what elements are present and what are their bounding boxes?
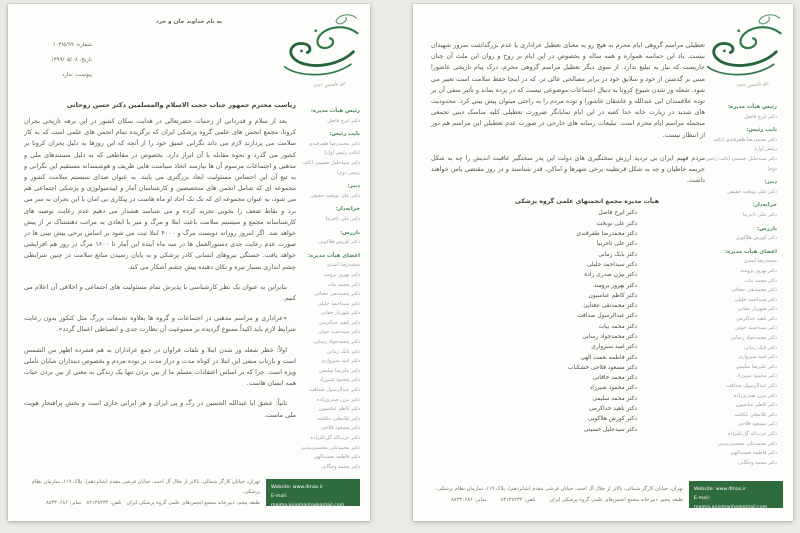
letter-paragraph: مردم فهیم ایران بی تردید ارزش سختگیری های دولت این پدر سختگیر عاقبت اندیش را چه به شکل جریمه خاطیان و چه به شکل قرنطینه برخی شهرها و اماکن، قدر شناسند و در روز مقتضی پاس خواهند داشت. (431, 153, 705, 185)
board-sidebar-entry: دکتر علی نوبخت حقیقی (727, 188, 777, 195)
signatory-name: دکتر علی نوبخت (596, 220, 637, 227)
board-sidebar-entry: دکتر کورش هلاکویی (735, 235, 777, 242)
signatory-name: دکتر فاطمه نعمت الهی (580, 354, 637, 361)
letter-attachment: پیوست: ندارد (61, 72, 92, 78)
board-sidebar-entry: دکتر محمدعلی محسنی‌بندپی (300, 444, 360, 451)
signatory-name: دکتر محمود شیرزاد (589, 385, 637, 392)
signatory-name: دکتر کاظم عباسیون (588, 292, 637, 299)
board-sidebar-entry: نایب رئیس: (746, 127, 777, 134)
board-sidebar-entry: دکتر بابک زمانی (326, 348, 360, 355)
board-sidebar-entry: دکتر محمد بیات (327, 281, 360, 288)
board-sidebar-entry: دکتر محمد وجگانی (738, 459, 777, 466)
board-sidebar-entry: دکتر علیرضا سلیمی (735, 363, 777, 370)
address-block (18, 477, 260, 509)
board-sidebar-entry: خزانه‌دار: (752, 202, 777, 209)
board-sidebar-entry: دکتر غلامعلی عکاشه (317, 415, 360, 422)
address-line-2: طبقه پنجم، دبیرخانه مجمع انجمن‌های علمی گروه پزشکی ایران تلفن: ۸۴۱۳۸۲۳۴ نمابر: ۸۸۳۳۰۶۸۶ (18, 498, 260, 509)
signatory-name: دکتر محمد بیات (598, 323, 637, 330)
board-sidebar-entry: دکتر کورش هلاکویی (318, 239, 360, 246)
board-sidebar-entry: دکتر مسعود فلاحی (320, 425, 360, 432)
signatory-name: دکتر کورش هلاکویی (587, 416, 637, 423)
board-sidebar-entry: رئیس هیأت مدیره: (727, 104, 777, 110)
board-sidebar-entry: دکتر ایرج فاضل (744, 113, 777, 120)
letter-paragraph: اولاً: خطر شعله ور شدن ابتلا و تلفات فراوان در جمع عزاداران به هم فشرده اظهر من الشمس است و بازتاب منفی این ابتلا در کوتاه مدت و دراز مدت بر توده مردم و بخصوص دینداران شایان تأملی ویژه است. چرا که بر اساس اعتقادات مسلم ما از بین بردن تنها یک زندگی به معنی از بین بردن حیات همه انسان هاست. (24, 345, 296, 388)
signatory-name: دکتر مسعود فلاحی خشکناب (567, 364, 637, 371)
board-sidebar-entry: دکتر عزت‌اله گل‌علیزاده (310, 435, 360, 441)
signatory-name: دکتر بیژن صدری زاده (584, 272, 637, 279)
letter-paragraph: بنابراین به عنوان یک نظر کارشناسی با پذیرش تمام مسئولیت های اجتماعی و اخلاقی آن اعلام می کنیم. (24, 282, 296, 303)
board-sidebar-entry: دکتر محمدرضا ظفرقندی (نائب رئیس اول) (308, 140, 360, 157)
signatory-name: دکتر ایرج فاضل (598, 210, 637, 217)
signatories-heading: هیأت مدیره مجمع انجمنهای علمی گروه پزشکی (514, 198, 659, 206)
board-sidebar-entry: دکتر محمدجواد رسایی (313, 339, 360, 346)
letter-paragraphs (24, 116, 296, 421)
letter-date: تاریخ: ۱۳۹۹/۰۵/۰۸ (50, 57, 92, 63)
board-sidebar-entry: دبیر: (764, 179, 777, 186)
signatory-name: دکتر سیدجلیل حسینی (583, 426, 637, 433)
phone: تلفن: ۸۴۱۳۸۲۳۴ (500, 496, 536, 503)
board-sidebar-entry: اعضای هیأت مدیره: (724, 248, 777, 255)
letterhead-footer (423, 481, 783, 508)
board-sidebar-entry: دکتر بیژن صدری‌زاده (733, 392, 777, 399)
letter-body (24, 101, 296, 430)
signatory-name: دکتر علی تاجرنیا (596, 241, 637, 248)
letter-page-2 (413, 4, 793, 521)
board-sidebar-entry: دکتر سیدحمید خوئی (318, 329, 360, 336)
website-line (271, 483, 355, 492)
signatory-name: دکتر محمدتقی جغتایی (583, 303, 637, 310)
board-sidebar-entry: دکتر مسعود فلاحی (737, 421, 777, 428)
board-sidebar (296, 103, 360, 472)
letter-number: شماره: ۱۰۳/۵/۹۹ (52, 42, 92, 48)
board-sidebar-entry: دکتر فاطمه نعمت‌الهی (313, 454, 360, 461)
signatory-name: دکتر امید سبزواری (591, 344, 637, 351)
letter-paragraph: ثانیاً: عشق ابا عبدالله الحسین در رگ و پی ایران و هر ایرانی جاری است و بخش پرافتخار هویت ملی ماست. (24, 399, 296, 419)
signatory-name: دکتر بابک زمانی (598, 251, 637, 258)
email-label: E-mail: (694, 496, 711, 501)
board-sidebar-entry: اعضای هیأت مدیره: (307, 252, 360, 259)
org-logo-calligraphy-icon (699, 9, 785, 81)
signatory-name: دکتر محمد سلیمی (592, 395, 637, 402)
board-sidebar-entry: دکتر کاظم عباسیون (735, 402, 777, 409)
bismillah-line: به نام خداوند جان و خرد (155, 19, 223, 25)
email-value: majma.anjomanha@gmail.com (694, 505, 768, 510)
website-label: Website: (694, 487, 715, 492)
address-line-1: تهران، خیابان کارگر شمالی، بالاتر از جلال آل احمد، خیابان فرشی مقدم (شانزدهم)، پلاک ۱۱۹، سازمان نظام پزشکی، (435, 486, 683, 492)
letter-meta-block (22, 38, 92, 83)
board-sidebar-entry: دکتر امید سبزواری (321, 358, 360, 365)
board-sidebar-entry: دکتر محمود شیرزاد (319, 377, 360, 384)
fax: نمابر: ۸۸۳۳۰۶۸۶ (46, 499, 82, 506)
signatories-list (431, 208, 705, 435)
letterhead-footer (18, 477, 360, 509)
board-sidebar-entry: دکتر سیداحمد جلیلی (317, 300, 360, 307)
board-sidebar-entry: دکتر محمدتقی جغتائی (314, 291, 360, 298)
contact-box (266, 479, 360, 506)
board-sidebar-entry: دکتر غلامعلی عکاشه (734, 411, 777, 418)
board-sidebar-entry: دکتر بهروز برومند (740, 267, 777, 274)
contact-box (689, 481, 783, 508)
board-sidebar-entry: دکتر سیدجلیل حسینی (نائب رئیس دوم) (705, 155, 777, 172)
board-sidebar-entry: نایب رئیس: (329, 131, 360, 138)
board-sidebar-entry: دکتر سیدحمید خوئی (735, 325, 777, 332)
org-logo-calligraphy-icon (276, 9, 362, 81)
website-label: Website: (271, 484, 292, 490)
signatory-name: دکتر محمد خاقانی (592, 375, 637, 382)
letter-page-1 (8, 4, 370, 521)
board-sidebar-entry: دکتر بیژن صدری‌زاده (316, 396, 360, 403)
letter-recipient-title: ریاست محترم جمهور جناب حجت الاسلام والمسلمین دکتر حسن روحانی (66, 101, 296, 109)
board-sidebar-entry: دکتر ایرج فاضل (327, 117, 360, 124)
address-line-1: تهران، خیابان کارگر شمالی، بالاتر از جلال آل احمد، خیابان فرشی مقدم (شانزدهم)، پلاک ۱۱۹، سازمان نظام پزشکی، (31, 478, 260, 495)
board-sidebar-entry: دکتر محمد وجگانی (321, 463, 360, 470)
board-sidebar-entry: دکتر علی تاجرنیا (742, 211, 777, 218)
email-line (694, 494, 778, 512)
letter-paragraphs (431, 40, 705, 186)
board-sidebar-entry: محمدرضا اسدی (326, 262, 360, 269)
signatory-name: دکتر ناهید خداکرمی (588, 406, 637, 413)
phone: تلفن: ۸۴۱۳۸۲۳۴ (86, 499, 122, 506)
board-sidebar-entry: دکتر عبدالرسول صداقت (309, 387, 360, 394)
board-sidebar-entry: دکتر عبدالرسول صداقت (726, 383, 777, 390)
board-sidebar-entry: دکتر فاطمه نعمت‌الهی (730, 450, 777, 457)
signatory-name: دکتر محمدرضا ظفرقندی (576, 231, 637, 238)
board-sidebar-entry: دکتر محمدتقی جغتائی (731, 287, 777, 294)
letter-paragraph: «عزاداری و مراسم مذهبی در اجتماعات و گروه ها بعلاوه تجمعات بزرگ مثل کنکور بدون رعایت شرایط لازم باید اکیداً ممنوع گردیده بر ممنوعیت آن نظارت جدی و انضباطی اعمال گردد». (24, 314, 296, 334)
established-note: حق تأسیس ۱۳۷۲ (312, 81, 347, 90)
address-line-2: طبقه پنجم، دبیرخانه مجمع انجمن‌های علمی گروه پزشکی ایران تلفن: ۸۴۱۳۸۲۳۴ نمابر: ۸۸۳۳۰۶۸۶ (423, 495, 683, 506)
board-sidebar-entry: دکتر علیرضا سلیمی (318, 367, 360, 374)
board-sidebar-entry: دکتر شهریار حقانی (320, 310, 360, 317)
board-sidebar-entry: دکتر محمود شیرزاد (736, 373, 777, 380)
email-value: majma.anjomanha@gmail.com (271, 502, 345, 508)
board-sidebar-entry: دکتر ناهید خداکرمی (319, 319, 360, 326)
board-sidebar-entry: دکتر محمدرضا ظفرقندی (نائب رئیس اول) (712, 136, 777, 153)
letter-paragraph: بعد از سلام و قدردانی از زحمات حضرتعالی در هدایت سکان کشور در این برهه تاریخی بحران کرونا، مجمع انجمن های علمی گروه پزشکی ایران که برگزیده تمام انجمن های علمی است که به کار سلامت می پردازند لازم می داند نگرانی عمیق خود را از آنچه که این روزها به دلیل بحران کرونا بر کشور می گذرد و نحوه مقابله با آن ابراز دارد. بخصوص در مقاطعی که به دلیل مستندهای ملی و مذهبی و اجتماعات مرسوم آن ها نیازمند اتخاذ سیاست هایی ظریف و هوشمندانه مستقیم این نگرانی و به تبع آن این احساس مسئولیت ابعاد بزرگتری می یابند. به عنوان صدای سیستم سلامت کشور و مجموعه ای که شامل انجمن های متخصصین و کارشناسان آمار و اپیدمیولوژی و پزشکی اجتماعی هم می شود، به عنوان مجموعه ای که تک تک آحاد او ماه هاست در پیکاری بی امان با این بحران به سر می برد و نقاط ضعف را بخوبی تجربه کرده و می شناسد هشدار می دهیم عدم رعایت توصیه های کارشناسانه مجمع و سیستم سلامت باعث ابتلا و مرگ و میر با ابعادی به مراتب دهشتناک تر از پیش خواهد شد. اگر امروز روزانه دویست مرگ و ۴۰۰۰ ابتلا ثبت می شود بر اساس برخی پیش بینی ها در صورت عدم رعایت جدی دستورالعمل ها در سه ماه آینده این آمار تا ۱۶۰۰ مرگ در روز هم افزایشی خواهد یافت. خستگی نیروهای انسانی کادر پزشکی و به پایان رسیدن منابع سلامت در چنین شرایطی چشم اندازی بسیار تیره و تکان دهنده پیش چشم آشکار می کند. (24, 117, 296, 271)
email-line (271, 492, 355, 510)
signatory-name: دکتر عبدالرسول صداقت (577, 313, 637, 320)
board-sidebar-entry: دکتر علی تاجرنیا (325, 215, 360, 222)
website-line (694, 485, 778, 494)
signatory-name: دکتر سیداحمد جلیلی (586, 261, 637, 268)
board-sidebar-entry: دکتر شهریار حقانی (737, 306, 777, 313)
board-sidebar-entry: دکتر سیداحمد جلیلی (734, 296, 777, 303)
board-sidebar-entry: دکتر کاظم عباسیون (318, 406, 360, 413)
board-sidebar-entry: دکتر بابک زمانی (743, 344, 777, 351)
address-block (423, 484, 683, 505)
board-sidebar-entry: دبیر: (347, 183, 360, 190)
website-value: www.ifmas.ir (715, 487, 746, 492)
board-sidebar-entry: بازرس: (757, 225, 777, 232)
board-sidebar-entry: بازرس: (340, 229, 360, 236)
board-sidebar-entry: دکتر امید سبزواری (738, 354, 777, 361)
board-sidebar-entry: دکتر بهروز برومند (323, 271, 360, 278)
website-value: www.ifmas.ir (292, 484, 323, 490)
board-sidebar-entry: دکتر علی نوبخت حقیقی (310, 192, 360, 199)
letter-paragraph: تعطیلی مراسم گروهی ایام محرم به هیچ رو به معنای تعطیل عزاداری یا عدم بزرگداشت سرور شهیدان نیست. یاد این حماسه همواره و همه ساله و بخصوص در این ایام بر روح و روان این ملت آن چنان جاریست که نیاز به تبلیغ ندارد. از سوی دیگر تعطیل مراسم گروهی محرم، درک پیام تاریخی عاشورا مبنی بر گذشتن از خود و سلایق خود در برابر مصالحی عالی تر، که در اینجا حفظ سلامت است تعبیر می شود. شعله ور شدن شیوع کرونا به دنبال اجتماعات موضوعی نیست که در پرده بماند و تأثیر منفی آن بر توده علاقمندان ابی عبدالله و عاشقان عاشورا و توده مردم را به راحتی میتوان پیش بینی کرد. محدودیت های شدید در زیارت خانه خدا کعبه در این ایام نمایانگر ضرورت تعطیلی کلیه مناسک دینی تجمعی منجمله مراسم ایام محرم است. تبلیغات رسانه های خارجی در صورت عدم تعطیلی این مراسم هم دور از انتظار نیست. (431, 41, 705, 139)
established-note: حق تأسیس ۱۳۷۲ (735, 81, 770, 90)
board-sidebar-entry: خزانه‌دار: (335, 206, 360, 213)
board-sidebar-entry: دکتر ناهید خداکرمی (736, 315, 777, 322)
board-sidebar-entry: دکتر سیدجلیل حسینی (نائب رئیس دوم) (302, 159, 360, 176)
signatory-name: دکتر بهروز برومند (593, 282, 637, 289)
board-sidebar-entry: دکتر محمدجواد رسایی (730, 335, 777, 342)
email-label: E-mail: (271, 493, 288, 499)
board-sidebar-entry: رئیس هیأت مدیره: (310, 108, 360, 114)
board-sidebar-entry: محمدرضا اسدی (743, 258, 777, 265)
letter-body (431, 40, 705, 435)
board-sidebar-entry: دکتر محمدعلی محسنی‌بندپی (717, 440, 777, 447)
board-sidebar (703, 99, 777, 468)
signatory-name: دکتر محمدجواد رسایی (582, 334, 637, 340)
board-sidebar-entry: دکتر محمد بیات (744, 277, 777, 284)
board-sidebar-entry: دکتر عزت‌اله گل‌علیزاده (727, 431, 777, 437)
fax: نمابر: ۸۸۳۳۰۶۸۶ (451, 496, 487, 503)
